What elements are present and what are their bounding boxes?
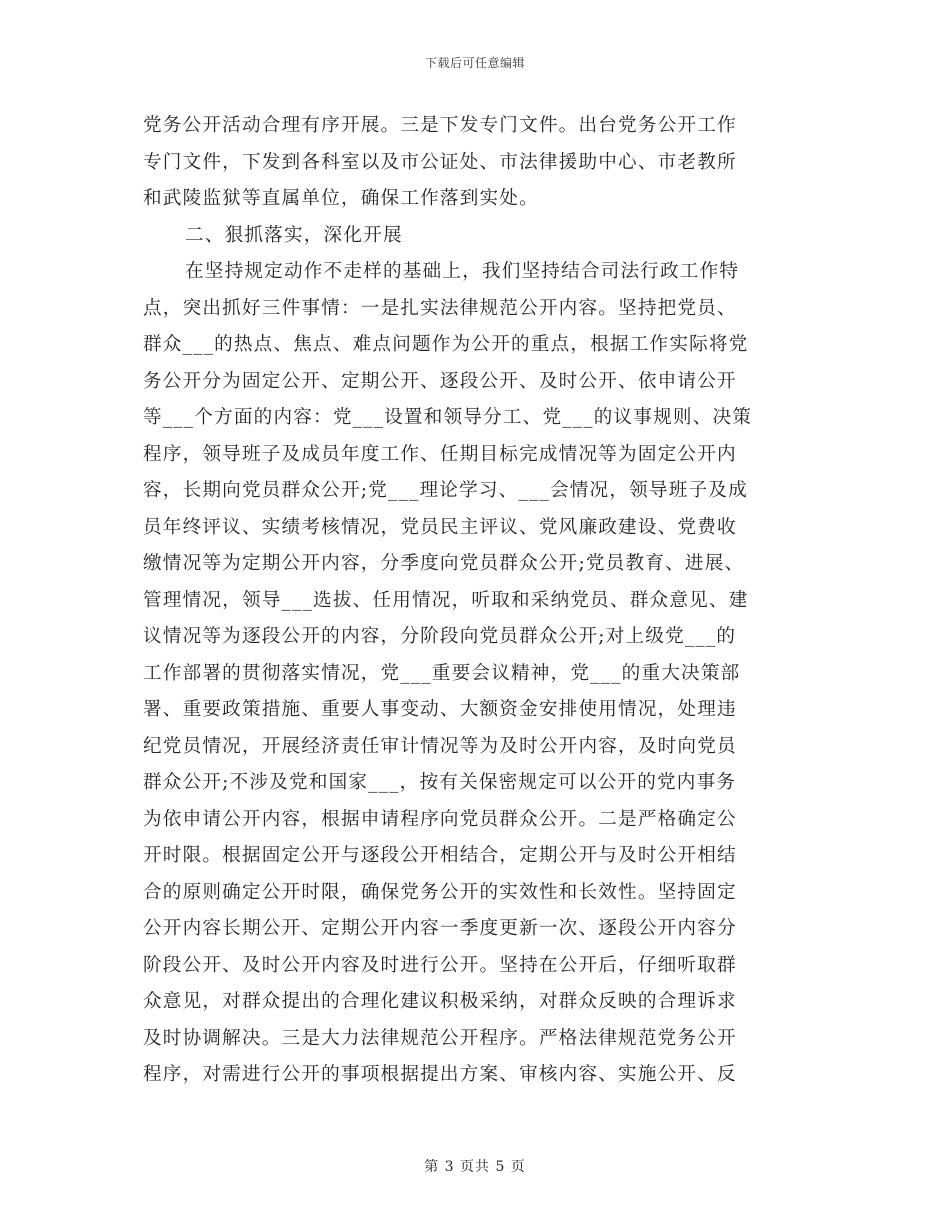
paragraph-line: 公开内容长期公开、定期公开内容一季度更新一次、逐段公开内容分 bbox=[143, 918, 737, 939]
paragraph-line: 众意见，对群众提出的合理化建议积极采纳，对群众反映的合理诉求 bbox=[143, 991, 737, 1012]
page-number: 第 3 页共 5 页 bbox=[424, 1159, 526, 1175]
paragraph-line: 群众___的热点、焦点、难点问题作为公开的重点，根据工作实际将党 bbox=[143, 334, 749, 355]
paragraph-line: 党务公开活动合理有序开展。三是下发专门文件。出台党务公开工作 bbox=[143, 115, 737, 136]
paragraph-line-indented: 二、狠抓落实，深化开展 bbox=[185, 224, 403, 246]
header-note: 下载后可任意编辑 bbox=[424, 56, 525, 70]
paragraph-line: 工作部署的贯彻落实情况，党___重要会议精神，党___的重大决策部 bbox=[143, 662, 741, 684]
paragraph-line: 管理情况，领导___选拔、任用情况，听取和采纳党员、群众意见、建 bbox=[143, 589, 749, 611]
paragraph-line: 为依申请公开内容，根据申请程序向党员群众公开。二是严格确定公 bbox=[143, 808, 737, 830]
paragraph-line: 专门文件，下发到各科室以及市公证处、市法律援助中心、市老教所 bbox=[143, 151, 737, 173]
paragraph-line: 务公开分为固定公开、定期公开、逐段公开、及时公开、依申请公开 bbox=[143, 370, 737, 392]
paragraph-line: 员年终评议、实绩考核情况，党员民主评议、党风廉政建设、党费收 bbox=[143, 516, 737, 538]
paragraph-line: 合的原则确定公开时限，确保党务公开的实效性和长效性。坚持固定 bbox=[143, 881, 737, 903]
paragraph-line: 和武陵监狱等直属单位，确保工作落到实处。 bbox=[143, 188, 539, 209]
document-body bbox=[143, 108, 801, 1094]
paragraph-line: 及时协调解决。三是大力法律规范公开程序。严格法律规范党务公开 bbox=[143, 1027, 737, 1049]
paragraph-line: 群众公开;不涉及党和国家___，按有关保密规定可以公开的党内事务 bbox=[143, 772, 737, 793]
paragraph-line: 阶段公开、及时公开内容及时进行公开。坚持在公开后，仔细听取群 bbox=[143, 954, 737, 976]
paragraph-line: 等___个方面的内容：党___设置和领导分工、党___的议事规则、决策 bbox=[143, 407, 753, 428]
paragraph-line: 署、重要政策措施、重要人事变动、大额资金安排使用情况，处理违 bbox=[143, 699, 737, 720]
paragraph-line: 程序，对需进行公开的事项根据提出方案、审核内容、实施公开、反 bbox=[143, 1064, 737, 1085]
paragraph-line: 议情况等为逐段公开的内容，分阶段向党员群众公开;对上级党___的 bbox=[143, 626, 737, 647]
paragraph-line-indented: 在坚持规定动作不走样的基础上，我们坚持结合司法行政工作特 bbox=[185, 261, 740, 282]
paragraph-line: 开时限。根据固定公开与逐段公开相结合，定期公开与及时公开相结 bbox=[143, 845, 737, 866]
paragraph-line: 纪党员情况，开展经济责任审计情况等为及时公开内容，及时向党员 bbox=[143, 735, 737, 757]
paragraph-line: 缴情况等为定期公开内容，分季度向党员群众公开;党员教育、进展、 bbox=[143, 553, 745, 574]
paragraph-line: 点，突出抓好三件事情：一是扎实法律规范公开内容。坚持把党员、 bbox=[143, 297, 737, 319]
paragraph-line: 程序，领导班子及成员年度工作、任期目标完成情况等为固定公开内 bbox=[143, 443, 737, 465]
paragraph-line: 容，长期向党员群众公开;党___理论学习、___会情况，领导班子及成 bbox=[143, 480, 748, 501]
